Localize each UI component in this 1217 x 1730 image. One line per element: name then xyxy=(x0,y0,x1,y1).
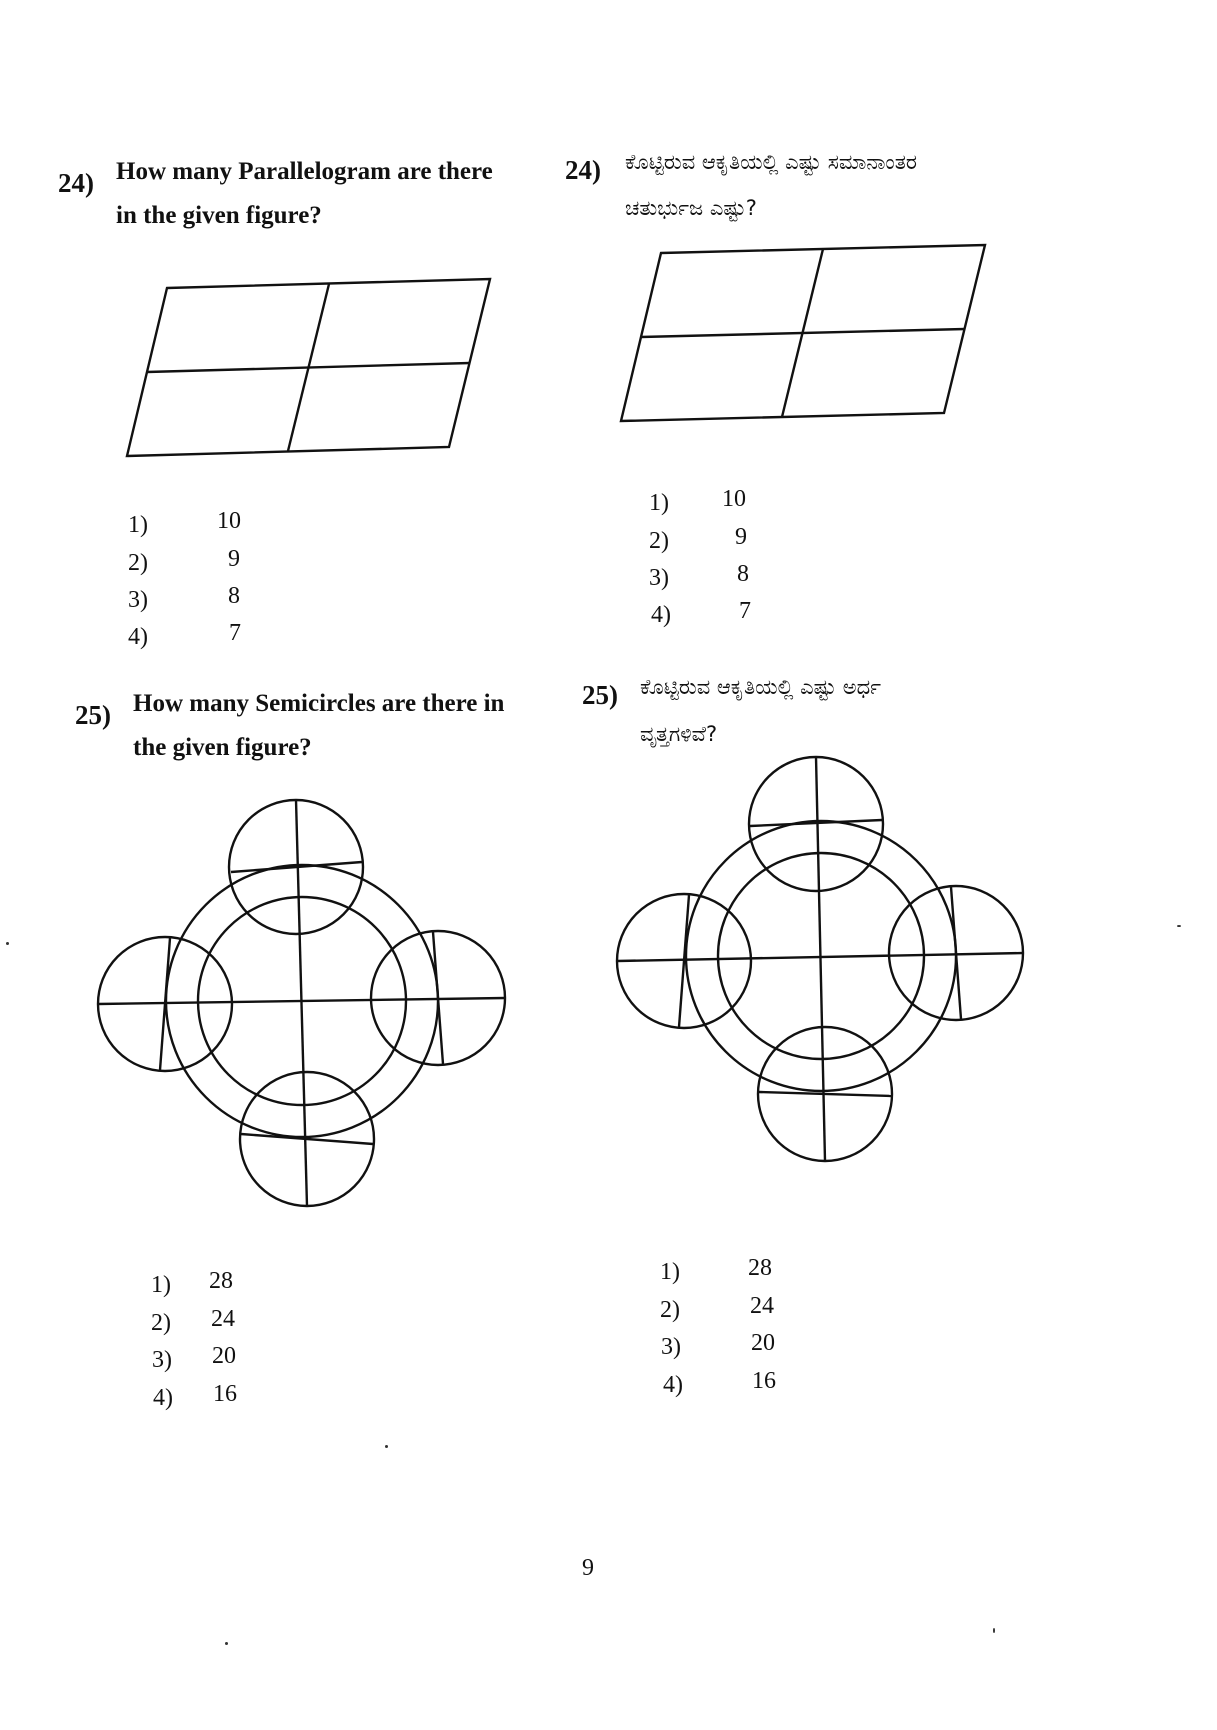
option-number: 4) xyxy=(663,1372,683,1398)
bottom-circle-chord xyxy=(759,1092,891,1096)
option-number: 3) xyxy=(128,587,148,613)
option-number: 4) xyxy=(128,624,148,650)
left-circle-chord xyxy=(679,895,689,1027)
option-value: 16 xyxy=(752,1368,776,1394)
option-value: 7 xyxy=(229,620,241,646)
question-text-line: ಚತುರ್ಭುಜ ಎಷ್ಟು? xyxy=(625,196,757,220)
parallelogram-figure-right xyxy=(621,245,985,421)
option-value: 8 xyxy=(737,561,749,587)
option-number: 3) xyxy=(661,1334,681,1360)
option-value: 9 xyxy=(228,546,240,572)
question-number: 24) xyxy=(565,155,601,185)
option-number: 2) xyxy=(151,1310,171,1336)
option-value: 28 xyxy=(209,1268,233,1294)
scan-speck xyxy=(225,1642,228,1645)
question-number: 25) xyxy=(75,700,111,730)
question-text-line: How many Parallelogram are there xyxy=(116,158,493,185)
option-value: 24 xyxy=(211,1306,235,1332)
semicircle-figure-right xyxy=(617,757,1023,1161)
question-text-line: How many Semicircles are there in xyxy=(133,690,505,717)
option-value: 16 xyxy=(213,1381,237,1407)
option-number: 1) xyxy=(151,1272,171,1298)
option-number: 1) xyxy=(660,1259,680,1285)
scan-speck xyxy=(385,1445,388,1448)
option-number: 4) xyxy=(153,1385,173,1411)
vertical-diameter xyxy=(816,757,825,1161)
option-number: 2) xyxy=(649,528,669,554)
page-number: 9 xyxy=(582,1555,594,1581)
question-text-line: ಕೊಟ್ಟಿರುವ ಆಕೃತಿಯಲ್ಲಿ ಎಷ್ಟು ಸಮಾನಾಂತರ xyxy=(625,150,917,174)
option-value: 20 xyxy=(751,1330,775,1356)
option-number: 3) xyxy=(649,565,669,591)
option-value: 8 xyxy=(228,583,240,609)
option-value: 28 xyxy=(748,1255,772,1281)
option-value: 9 xyxy=(735,524,747,550)
option-value: 24 xyxy=(750,1293,774,1319)
parallelogram-figure-left xyxy=(127,279,490,456)
question-text-line: in the given figure? xyxy=(116,202,322,229)
option-value: 7 xyxy=(739,598,751,624)
question-text-line: the given figure? xyxy=(133,734,312,761)
question-number: 25) xyxy=(582,680,618,710)
option-number: 2) xyxy=(128,550,148,576)
bottom-circle-chord xyxy=(241,1134,373,1144)
scan-speck xyxy=(1177,925,1181,927)
option-number: 4) xyxy=(651,602,671,628)
option-number: 1) xyxy=(128,512,148,538)
option-number: 2) xyxy=(660,1297,680,1323)
semicircle-figure-left xyxy=(98,800,505,1206)
question-text-line: ವೃತ್ತಗಳಿವೆ? xyxy=(640,722,718,746)
option-number: 1) xyxy=(649,490,669,516)
scan-speck xyxy=(993,1628,995,1633)
vertical-diameter xyxy=(296,800,307,1206)
question-number: 24) xyxy=(58,168,94,198)
option-value: 20 xyxy=(212,1343,236,1369)
question-text-line: ಕೊಟ್ಟಿರುವ ಆಕೃತಿಯಲ್ಲಿ ಎಷ್ಟು ಅರ್ಧ xyxy=(640,675,882,699)
right-circle-chord xyxy=(951,887,961,1019)
option-value: 10 xyxy=(722,486,746,512)
scan-speck xyxy=(6,942,9,945)
option-value: 10 xyxy=(217,508,241,534)
option-number: 3) xyxy=(152,1347,172,1373)
